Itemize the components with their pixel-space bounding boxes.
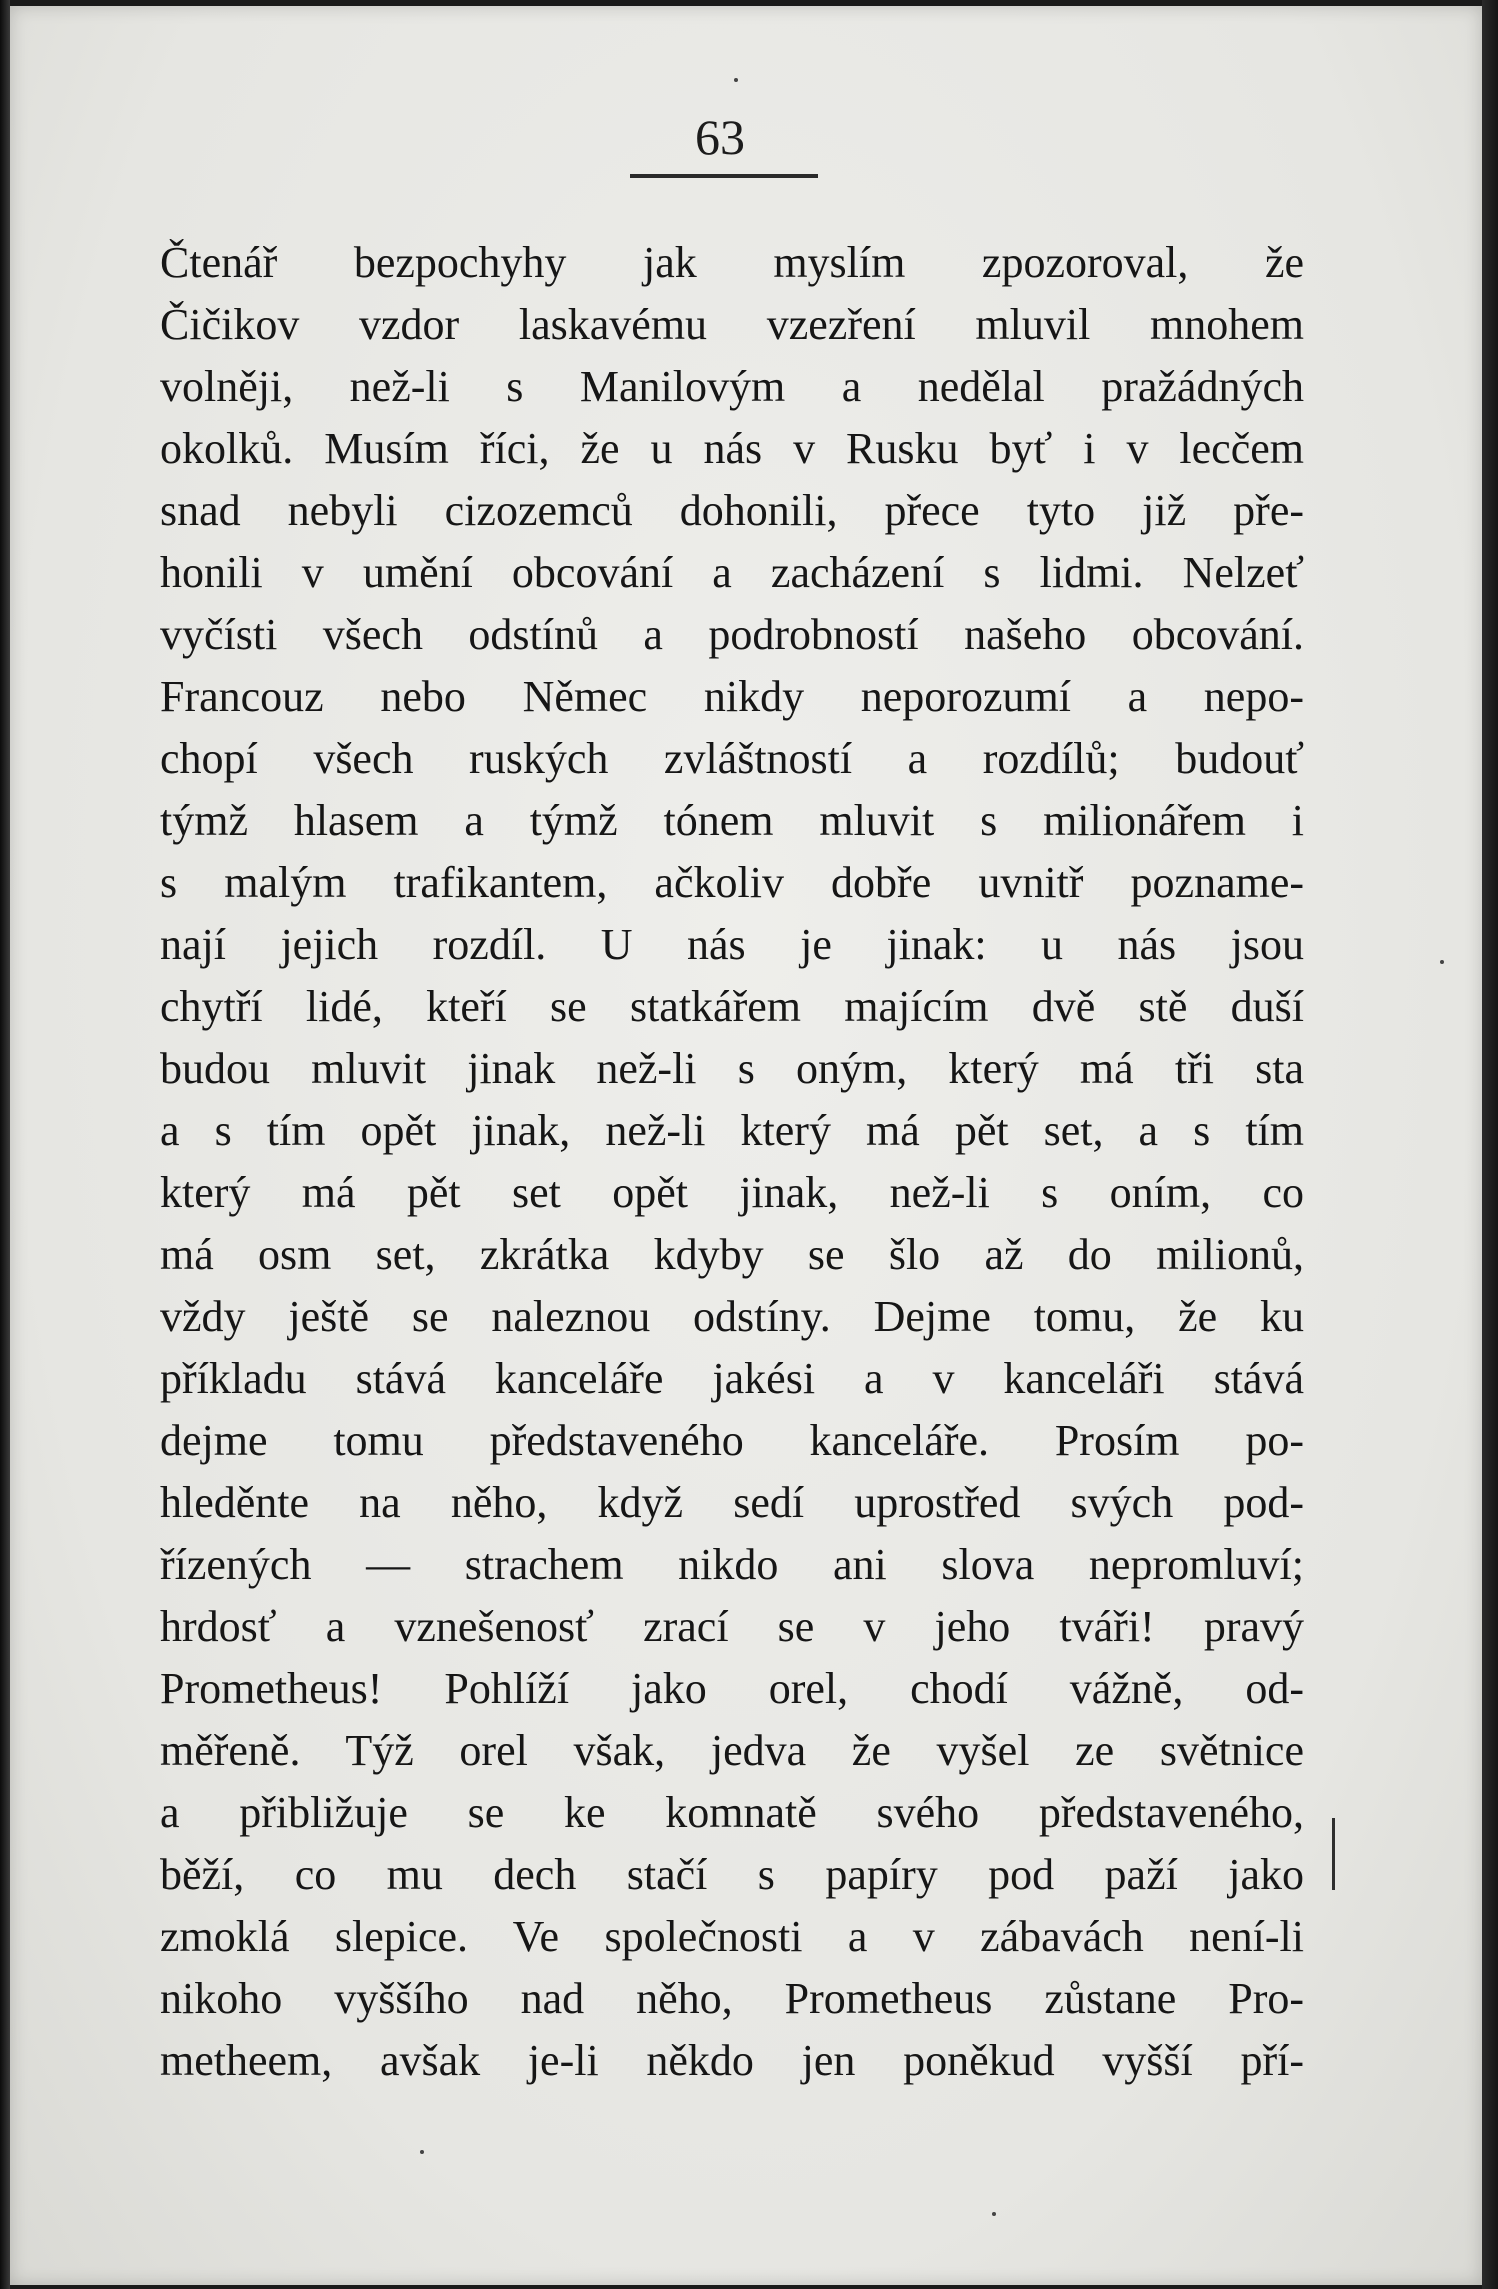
text-line: hleděnte na něho, když sedí uprostřed svých pod- [160, 1478, 1304, 1527]
text-line: snad nebyli cizozemců dohonili, přece tyto již pře- [160, 486, 1304, 535]
text-line: zmoklá slepice. Ve společnosti a v zábavách není-li [160, 1912, 1304, 1961]
text-line: chopí všech ruských zvláštností a rozdílů; budouť [160, 734, 1304, 783]
text-line: vždy ještě se naleznou odstíny. Dejme tomu, že ku [160, 1292, 1304, 1341]
text-line: vyčísti všech odstínů a podrobností našeho obcování. [160, 610, 1304, 659]
margin-mark [1332, 1818, 1335, 1890]
text-line: hrdosť a vznešenosť zrací se v jeho tváři! pravý [160, 1602, 1304, 1651]
scan-speck [992, 2212, 996, 2216]
scan-right-edge [1482, 0, 1498, 2289]
body-text [160, 232, 1304, 2092]
text-line: volněji, než-li s Manilovým a nedělal pražádných [160, 362, 1304, 411]
text-line: Prometheus! Pohlíží jako orel, chodí vážně, od- [160, 1664, 1304, 1713]
text-line: Francouz nebo Němec nikdy neporozumí a nepo- [160, 672, 1304, 721]
text-line: řízených — strachem nikdo ani slova nepromluví; [160, 1540, 1304, 1589]
text-line: měřeně. Týž orel však, jedva že vyšel ze světnice [160, 1726, 1304, 1775]
text-line: a přibližuje se ke komnatě svého představeného, [160, 1788, 1304, 1837]
scan-left-edge [0, 0, 10, 2289]
text-line: s malým trafikantem, ačkoliv dobře uvnitř poznamе- [160, 858, 1304, 907]
scan-speck [420, 2150, 424, 2154]
text-line: příkladu stává kanceláře jakési a v kanceláři stává [160, 1354, 1304, 1403]
text-line: který má pět set opět jinak, než-li s oním, co [160, 1168, 1304, 1217]
scan-speck [734, 78, 738, 82]
text-line: okolků. Musím říci, že u nás v Rusku byť i v lecčem [160, 424, 1304, 473]
page-number-rule [630, 174, 818, 178]
text-line: nají jejich rozdíl. U nás je jinak: u nás jsou [160, 920, 1304, 969]
text-line: honili v umění obcování a zacházení s lidmi. Nelzeť [160, 548, 1304, 597]
text-line: nikoho vyššího nad něho, Prometheus zůstane Pro- [160, 1974, 1304, 2023]
text-line: má osm set, zkrátka kdyby se šlo až do milionů, [160, 1230, 1304, 1279]
text-line: metheem, avšak je-li někdo jen poněkud vyšší pří- [160, 2036, 1304, 2085]
text-line: dejme tomu představeného kanceláře. Prosím po- [160, 1416, 1304, 1465]
page-number: 63 [695, 109, 745, 165]
text-line: chytří lidé, kteří se statkářem majícím dvě stě duší [160, 982, 1304, 1031]
text-line: Čtenář bezpochyhy jak myslím zpozoroval, že [160, 238, 1304, 287]
text-line: běží, co mu dech stačí s papíry pod paží jako [160, 1850, 1304, 1899]
scan-speck [1440, 960, 1444, 964]
text-line: týmž hlasem a týmž tónem mluvit s milionářem i [160, 796, 1304, 845]
text-line: a s tím opět jinak, než-li který má pět set, a s tím [160, 1106, 1304, 1155]
text-line: Čičikov vzdor laskavému vzezření mluvil mnohem [160, 300, 1304, 349]
text-line: budou mluvit jinak než-li s oným, který má tři sta [160, 1044, 1304, 1093]
